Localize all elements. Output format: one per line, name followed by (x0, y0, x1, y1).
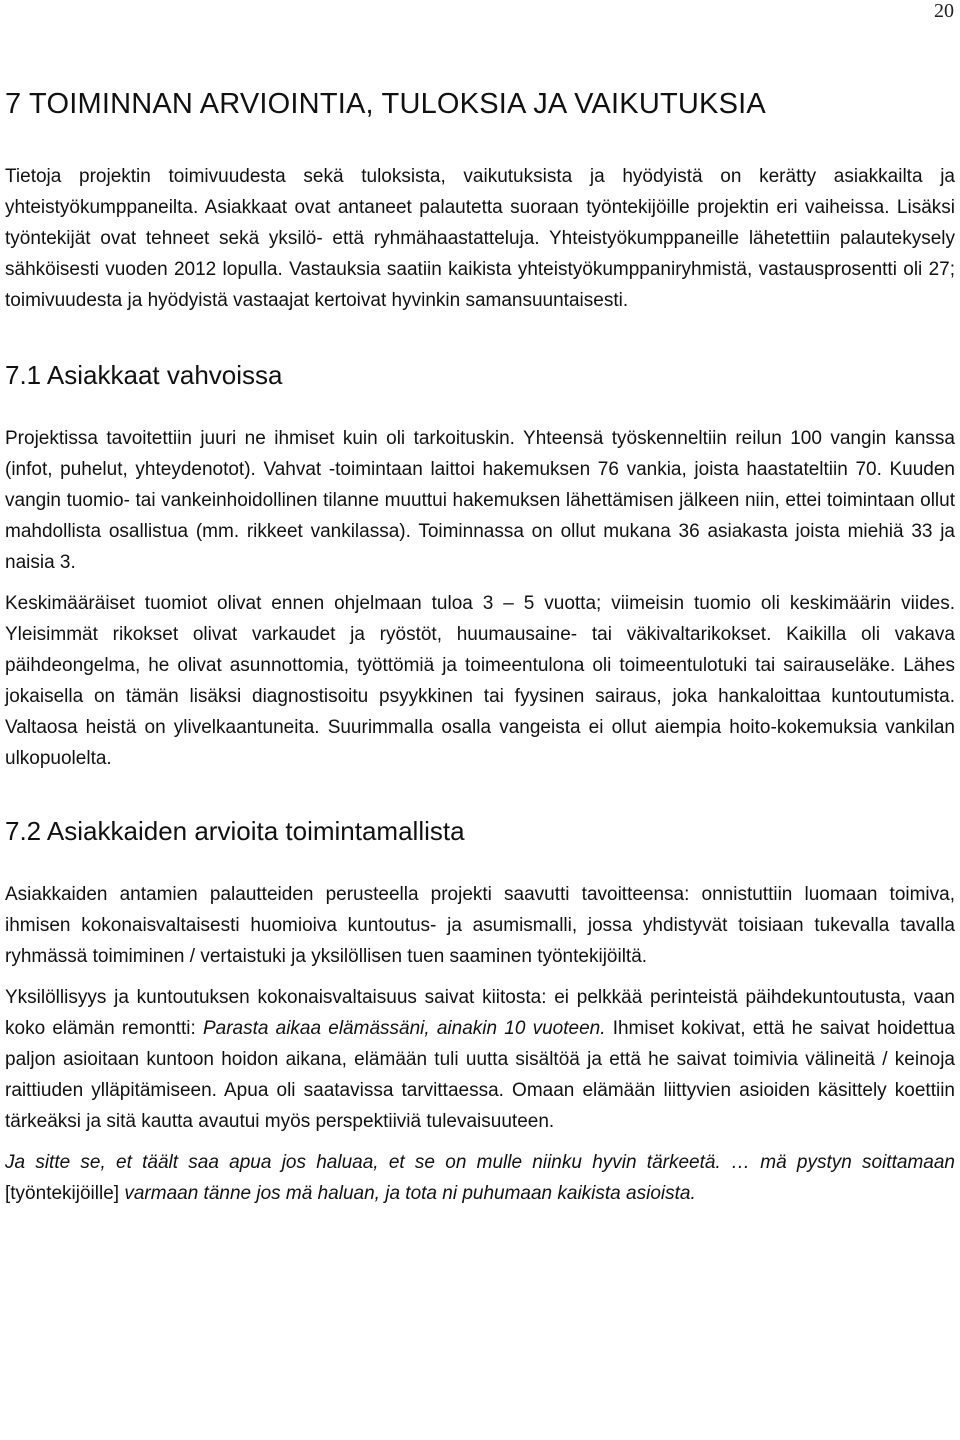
client-quote-block (5, 1147, 955, 1209)
section-7-2-paragraph-1: Asiakkaiden antamien palautteiden perusteella projekti saavutti tavoitteensa: onnistuttiin luomaan toimiva, ihmisen kokonaisvaltaisesti huomioiva kuntoutus- ja asumismalli, jossa yhdistyvät toisiaan tukevalla tavalla ryhmässä toimiminen / vertaistuki ja yksilöllisen tuen saaminen työntekijöiltä. (5, 884, 955, 967)
client-quote-start: Ja sitte se, et täält saa apua jos haluaa, et se on mulle niinku hyvin tärkeetä. … mä pystyn soittamaan (5, 1152, 955, 1173)
document-body (5, 88, 955, 1209)
section-7-1-paragraph-1: Projektissa tavoitettiin juuri ne ihmiset kuin oli tarkoituskin. Yhteensä työskenneltiin reilun 100 vangin kanssa (infot, puhelut, yhteydenotot). Vahvat -toimintaan laittoi hakemuksen 76 vankia, joista haastateltiin 70. Kuuden vangin tuomio- tai vankeinhoidollinen tilanne muuttui hakemuksen lähettämisen jälkeen niin, ettei toimintaan ollut mahdollista osallistua (mm. rikkeet vankilassa). Toiminnassa on ollut mukana 36 asiakasta joista miehiä 33 ja naisia 3. (5, 428, 955, 573)
section-7-1-heading: 7.1 Asiakkaat vahvoissa (5, 360, 283, 390)
page-number: 20 (934, 0, 954, 22)
chapter-title: 7 TOIMINNAN ARVIOINTIA, TULOKSIA JA VAIKUTUKSIA (5, 88, 766, 120)
paragraph-2-start: Yksilöllisyys ja kuntoutuksen kokonaisvaltaisuus saivat kiitosta: ei pelkkää perinteistä päihdekuntoutusta, vaan koko elämän remontti: (5, 987, 955, 1039)
client-quote-end: varmaan tänne jos mä haluan, ja tota ni puhumaan kaikista asioista. (119, 1183, 696, 1204)
paragraph-2-end: Ihmiset kokivat, että he saivat hoidettua paljon asioitaan kuntoon hoidon aikana, elämään tuli uutta sisältöä ja että he saivat toimivia välineitä / keinoja raittiuden ylläpitämiseen. Apua oli saatavissa tarvittaessa. Omaan elämään liittyvien asioiden käsittely koettiin tärkeäksi ja sitä kautta avautui myös perspektiiviä tulevaisuuteen. (5, 1018, 955, 1132)
client-quote-inline: Parasta aikaa elämässäni, ainakin 10 vuoteen. (202, 1018, 606, 1039)
section-7-1-paragraph-2: Keskimääräiset tuomiot olivat ennen ohjelmaan tuloa 3 – 5 vuotta; viimeisin tuomio oli keskimäärin viides. Yleisimmät rikokset olivat varkaudet ja ryöstöt, huumausaine- tai väkivaltarikokset. Kaikilla oli vakava päihdeongelma, he olivat asunnottomia, työttömiä ja toimeentulona oli toimeentulotuki tai sairauseläke. Lähes jokaisella on tämän lisäksi diagnostisoitu psyykkinen tai fyysinen sairaus, joka hankaloittaa kuntoutumista. Valtaosa heistä on ylivelkaantuneita. Suurimmalla osalla vangeista ei ollut aiempia hoito-kokemuksia vankilan ulkopuolelta. (5, 593, 955, 769)
section-7-2-paragraph-2 (5, 982, 955, 1137)
client-quote-bracket: [työntekijöille] (5, 1183, 120, 1204)
chapter-intro-paragraph: Tietoja projektin toimivuudesta sekä tuloksista, vaikutuksista ja hyödyistä on kerätty asiakkailta ja yhteistyökumppaneilta. Asiakkaat ovat antaneet palautetta suoraan työntekijöille projektin eri vaiheissa. Lisäksi työntekijät ovat tehneet sekä yksilö- että ryhmähaastatteluja. Yhteistyökumppaneille lähetettiin palautekysely sähköisesti vuoden 2012 lopulla. Vastauksia saatiin kaikista yhteistyökumppaniryhmistä, vastausprosentti oli 27; toimivuudesta ja hyödyistä vastaajat kertoivat hyvinkin samansuuntaisesti. (5, 166, 955, 311)
section-7-2-heading: 7.2 Asiakkaiden arvioita toimintamallista (5, 816, 465, 846)
